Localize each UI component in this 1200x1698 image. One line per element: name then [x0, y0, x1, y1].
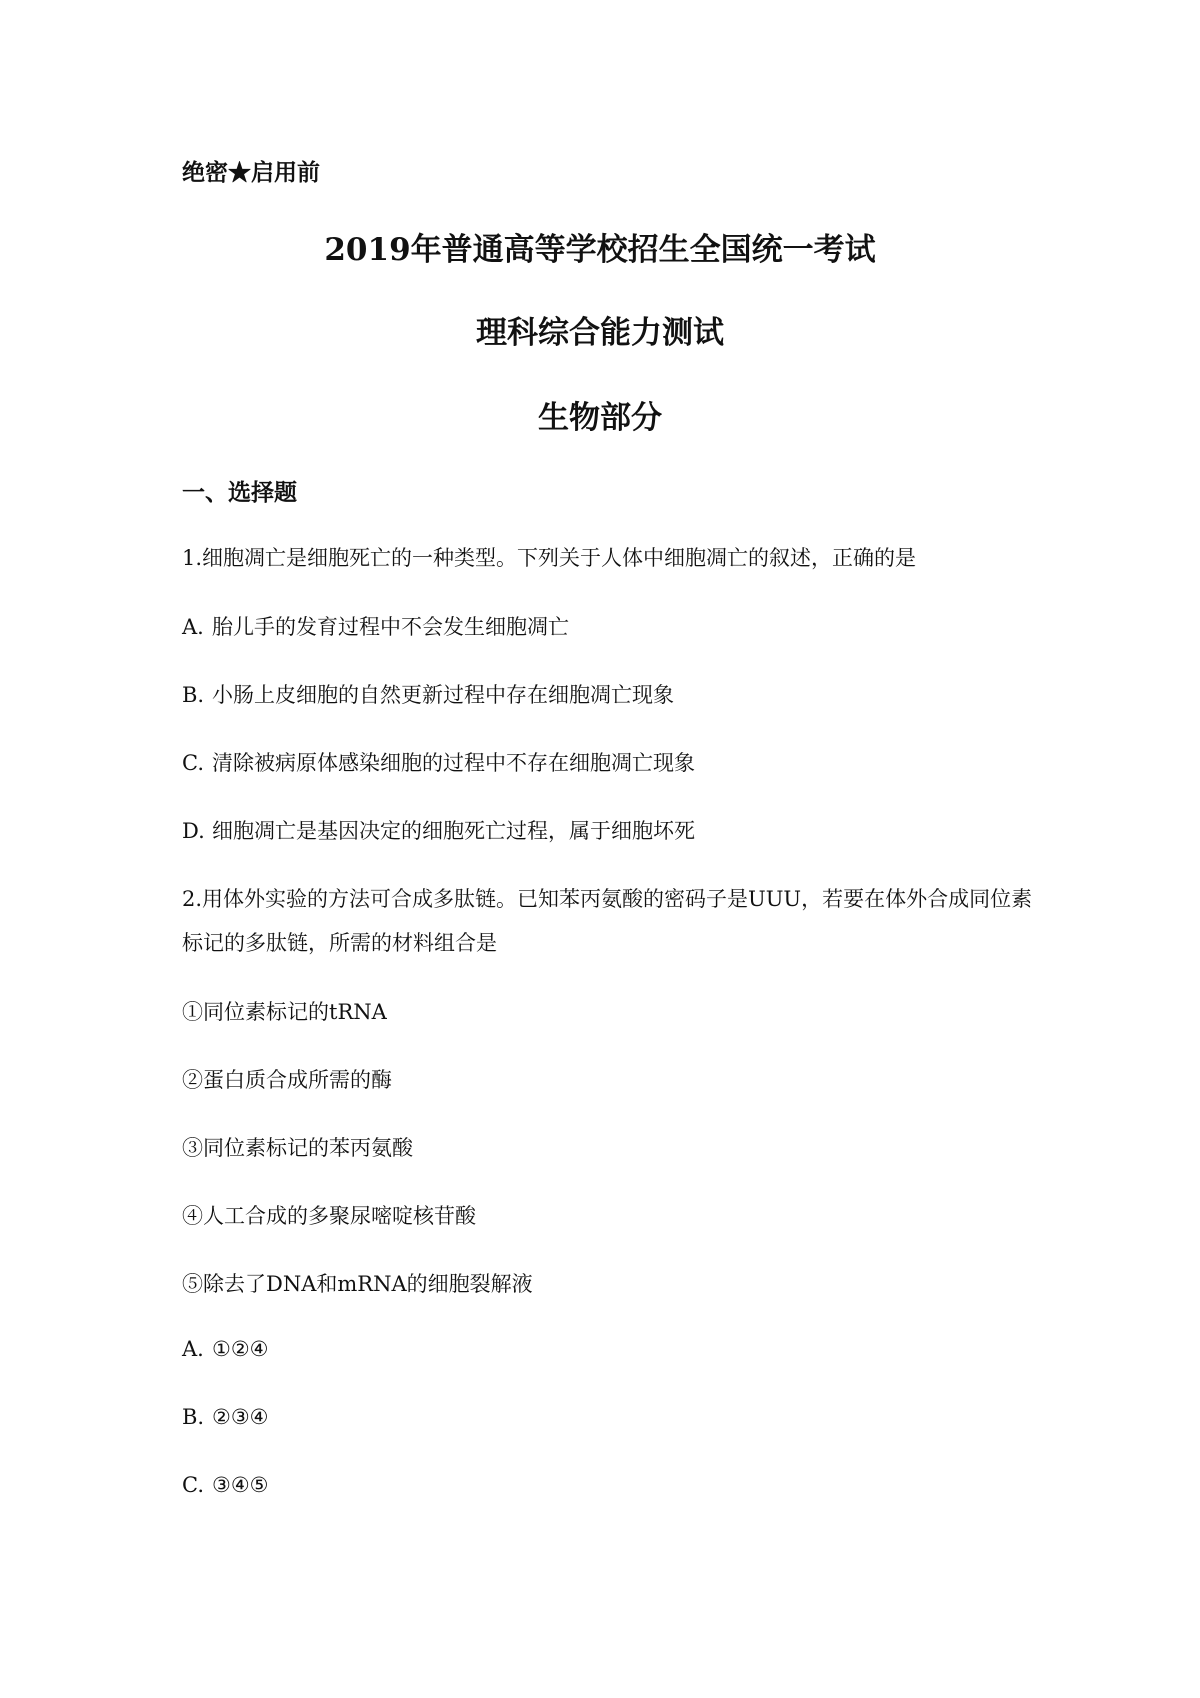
option-text: 细胞凋亡是基因决定的细胞死亡过程，属于细胞坏死 [212, 819, 695, 843]
exam-subtitle: 理科综合能力测试 [476, 315, 724, 351]
option-text: 清除被病原体感染细胞的过程中不存在细胞凋亡现象 [212, 751, 695, 775]
option-letter: C. [182, 751, 204, 775]
option-text: ①②④ [212, 1337, 269, 1361]
question-2-item-3: ③同位素标记的苯丙氨酸 [182, 1136, 413, 1160]
option-text: 胎儿手的发育过程中不会发生细胞凋亡 [212, 615, 569, 639]
option-letter: D. [182, 819, 205, 843]
question-2-stem-line-2: 标记的多肽链，所需的材料组合是 [182, 931, 497, 955]
section-heading: 一、选择题 [182, 479, 297, 506]
question-1-stem: 1.细胞凋亡是细胞死亡的一种类型。下列关于人体中细胞凋亡的叙述，正确的是 [182, 546, 917, 570]
option-text: 小肠上皮细胞的自然更新过程中存在细胞凋亡现象 [212, 683, 674, 707]
question-2-stem-line-1: 2.用体外实验的方法可合成多肽链。已知苯丙氨酸的密码子是UUU，若要在体外合成同位素 [182, 887, 1033, 911]
question-2-item-2: ②蛋白质合成所需的酶 [182, 1068, 392, 1092]
option-text: ②③④ [212, 1405, 269, 1429]
option-letter: B. [182, 683, 205, 707]
option-letter: C. [182, 1473, 204, 1497]
confidential-label: 绝密★启用前 [182, 159, 320, 186]
question-1-option-b [182, 679, 674, 709]
question-2-option-b [182, 1405, 268, 1429]
question-2-option-a [182, 1337, 268, 1361]
question-1-option-c [182, 747, 695, 777]
exam-title: 2019年普通高等学校招生全国统一考试 [324, 232, 876, 268]
exam-part-title: 生物部分 [538, 400, 662, 436]
question-1-option-a [182, 611, 569, 641]
question-2-item-1: ①同位素标记的tRNA [182, 1000, 387, 1024]
question-2-item-5: ⑤除去了DNA和mRNA的细胞裂解液 [182, 1272, 533, 1296]
question-2-option-c [182, 1473, 268, 1497]
option-text: ③④⑤ [212, 1473, 269, 1497]
option-letter: B. [182, 1405, 205, 1429]
option-letter: A. [182, 1337, 204, 1361]
question-2-item-4: ④人工合成的多聚尿嘧啶核苷酸 [182, 1204, 476, 1228]
option-letter: A. [182, 615, 204, 639]
question-1-option-d [182, 815, 695, 845]
